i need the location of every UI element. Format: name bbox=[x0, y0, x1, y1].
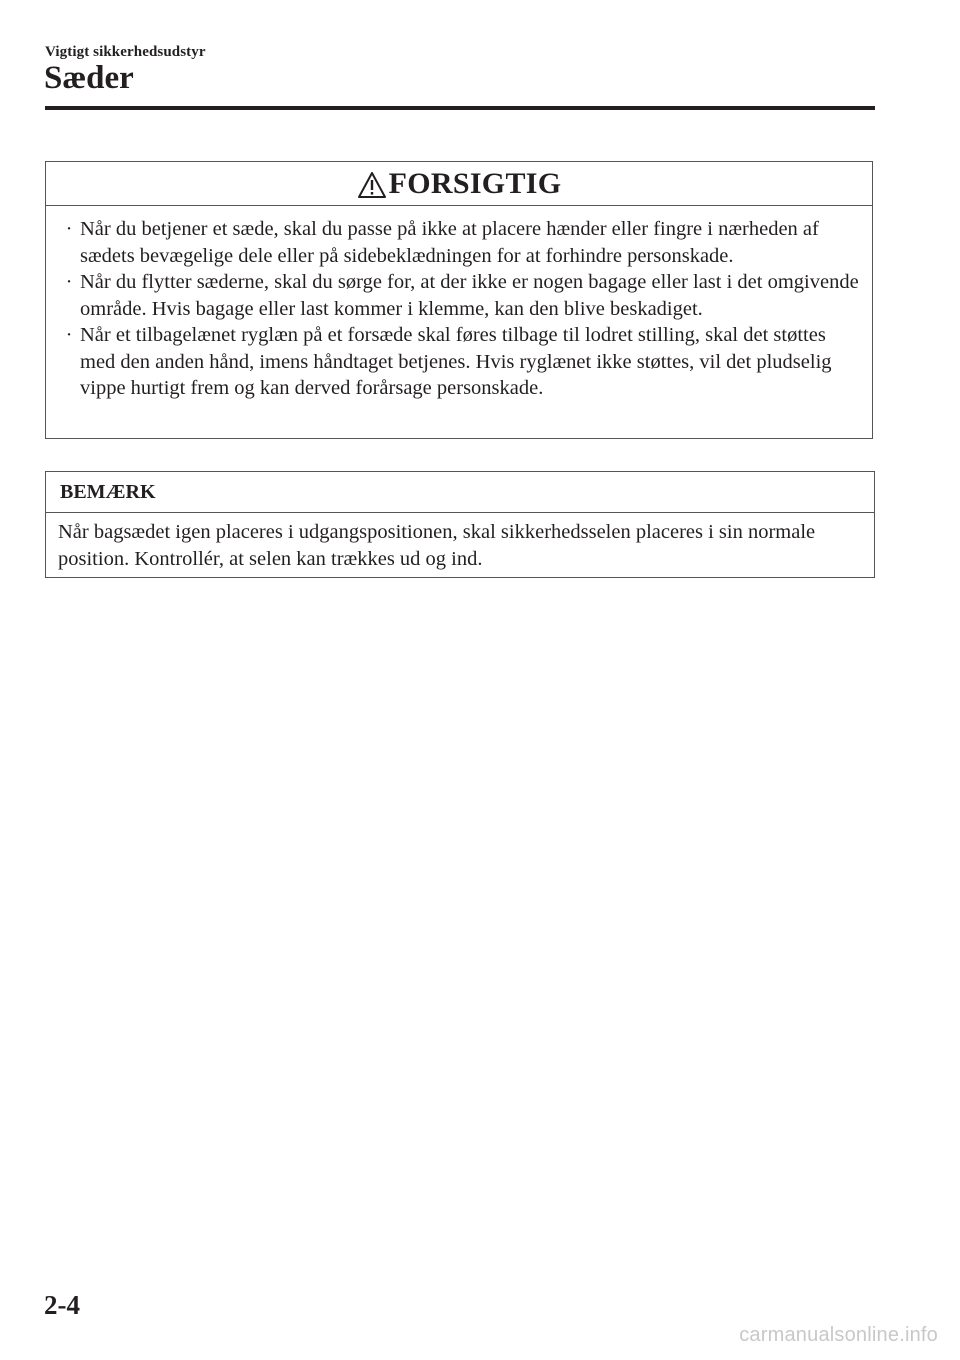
caution-item bbox=[62, 216, 862, 269]
note-box bbox=[45, 471, 875, 578]
caution-item-text: Når du betjener et sæde, skal du passe på ikke at placere hænder eller fingre i nærheden af sædets bevægelige dele eller på sidebeklædningen for at forhindre personskade. bbox=[80, 218, 819, 267]
bullet-icon: · bbox=[65, 324, 73, 346]
caution-title: FORSIGTIG bbox=[388, 166, 562, 200]
caution-list bbox=[46, 206, 872, 402]
note-title: BEMÆRK bbox=[60, 480, 156, 503]
watermark: carmanualsonline.info bbox=[739, 1324, 938, 1346]
caution-item-text: Når du flytter sæderne, skal du sørge for, at der ikke er nogen bagage eller last i det omgivende område. Hvis bagage eller last kommer i klemme, kan den blive beskadiget. bbox=[80, 271, 859, 320]
page-title: Sæder bbox=[44, 60, 134, 96]
page-number: 2-4 bbox=[44, 1290, 80, 1320]
caution-header bbox=[46, 162, 872, 206]
caution-item bbox=[62, 322, 862, 402]
caution-item bbox=[62, 269, 862, 322]
note-body: Når bagsædet igen placeres i udgangspositionen, skal sikkerhedsselen placeres i sin normale position. Kontrollér, at selen kan trækkes ud og ind. bbox=[58, 521, 816, 570]
caution-item-text: Når et tilbagelænet ryglæn på et forsæde skal føres tilbage til lodret stilling, skal det støttes med den anden hånd, imens håndtaget betjenes. Hvis ryglænet ikke støttes, vil det pludselig vippe hurtigt frem og kan derved forårsage personskade. bbox=[80, 324, 832, 399]
caution-box bbox=[45, 161, 873, 439]
title-divider bbox=[45, 106, 875, 110]
note-header bbox=[46, 472, 874, 513]
bullet-icon: · bbox=[65, 271, 73, 293]
warning-triangle-icon bbox=[357, 171, 387, 199]
section-label: Vigtigt sikkerhedsudstyr bbox=[45, 44, 206, 60]
bullet-icon: · bbox=[65, 218, 73, 240]
